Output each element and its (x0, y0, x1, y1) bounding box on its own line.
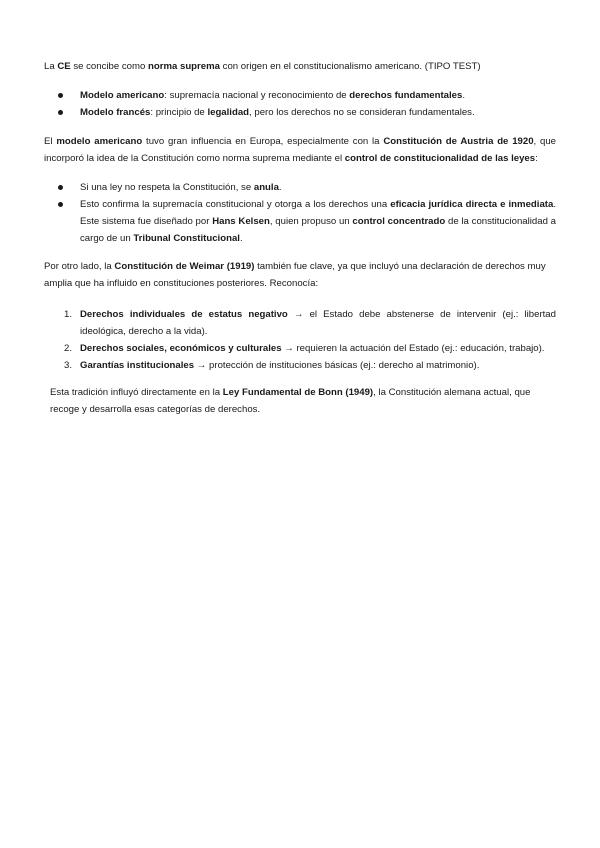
list-number: 1. (64, 309, 73, 320)
bullet-icon (58, 202, 63, 207)
intro-paragraph: La CE se concibe como norma suprema con origen en el constitucionalismo americano. (TIPO TEST) (44, 61, 481, 72)
american-paragraph: El modelo americano tuvo gran influencia en Europa, especialmente con la Constitución de Austria de 1920, que incorporó la idea de la Constitución como norma suprema mediante el control de constitucionalidad de las leyes: (44, 136, 556, 164)
document-page (44, 58, 556, 418)
list-item: 1. Derechos individuales de estatus negativo → el Estado debe abstenerse de intervenir (ej.: libertad ideológica, derecho a la vida). (44, 306, 556, 340)
list-item: Si una ley no respeta la Constitución, se anula. (44, 179, 556, 196)
bonn-paragraph: Esta tradición influyó directamente en la Ley Fundamental de Bonn (1949), la Constitución alemana actual, que recoge y desarrolla esas categorías de derechos. (50, 387, 531, 415)
weimar-paragraph: Por otro lado, la Constitución de Weimar (1919) también fue clave, ya que incluyó una declaración de derechos muy amplia que ha influido en constituciones posteriores. Reconocía: (44, 261, 546, 289)
list-number: 2. (64, 343, 73, 354)
list-item: Esto confirma la supremacía constitucional y otorga a los derechos una eficacia jurídica directa e inmediata. Este sistema fue diseñado por Hans Kelsen, quien propuso un control concentrado de la constitucionalidad a cargo de un Tribunal Constitucional. (44, 196, 556, 247)
bullet-icon (58, 93, 63, 98)
bullet-icon (58, 110, 63, 115)
bullet-icon (58, 185, 63, 190)
rights-list (44, 306, 556, 374)
list-item: Modelo francés: principio de legalidad, pero los derechos no se consideran fundamentales. (44, 104, 556, 121)
list-item: 3. Garantías institucionales → protección de instituciones básicas (ej.: derecho al matrimonio). (44, 357, 556, 374)
austria-points-list (44, 179, 556, 247)
list-item: 2. Derechos sociales, económicos y culturales → requieren la actuación del Estado (ej.: educación, trabajo). (44, 340, 556, 357)
list-number: 3. (64, 360, 73, 371)
models-list (44, 87, 556, 121)
list-item: Modelo americano: supremacía nacional y reconocimiento de derechos fundamentales. (44, 87, 556, 104)
